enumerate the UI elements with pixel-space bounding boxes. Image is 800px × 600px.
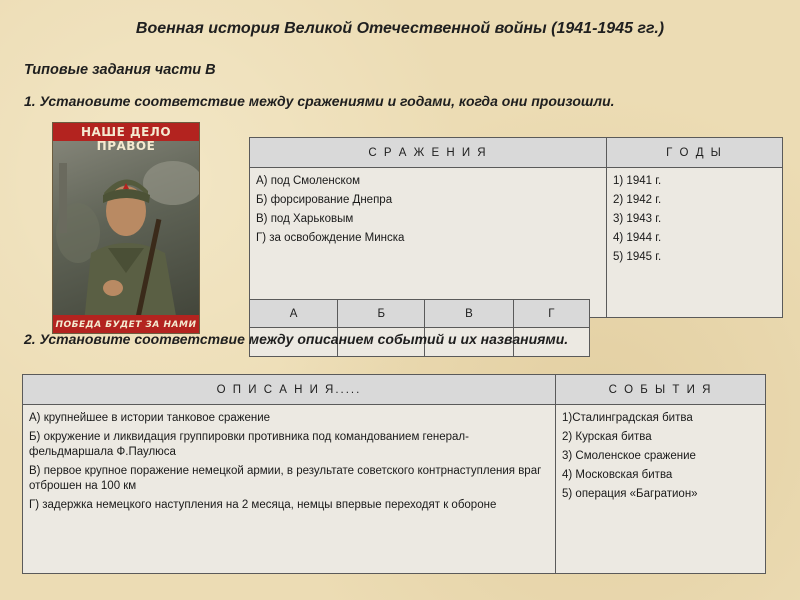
year-item: 5) 1945 г.: [613, 251, 662, 263]
answer-header-g: Г: [513, 300, 589, 328]
event-item: 4) Московская битва: [562, 469, 673, 481]
battle-item: А) под Смоленском: [256, 175, 360, 187]
description-item: Г) задержка немецкого наступления на 2 месяца, немцы впервые переходят к обороне: [29, 499, 497, 511]
description-item: Б) окружение и ликвидация группировки противника под командованием генерал-фельдмаршала Ф.Паулюса: [29, 431, 469, 458]
events-cell: [556, 405, 766, 574]
subtitle: Типовые задания части В: [24, 62, 216, 78]
battle-item: Г) за освобождение Минска: [256, 232, 405, 244]
answer-header-a: А: [250, 300, 338, 328]
year-item: 1) 1941 г.: [613, 175, 662, 187]
year-item: 4) 1944 г.: [613, 232, 662, 244]
battles-cell: [250, 168, 607, 318]
war-poster-image: [52, 122, 200, 334]
slide-title: Военная история Великой Отечественной войны (1941-1945 гг.): [135, 20, 665, 37]
battles-header: С Р А Ж Е Н И Я: [250, 138, 607, 168]
soldier-illustration: [53, 123, 199, 333]
answer-header-b: Б: [338, 300, 425, 328]
poster-bottom-text: ПОБЕДА БУДЕТ ЗА НАМИ: [55, 320, 197, 330]
battle-item: В) под Харьковым: [256, 213, 354, 225]
descriptions-cell: [23, 405, 556, 574]
years-header: Г О Д Ы: [607, 138, 783, 168]
answer-table: [249, 299, 590, 357]
poster-top-text: НАШЕ ДЕЛО ПРАВОЕ: [80, 125, 172, 153]
event-item: 3) Смоленское сражение: [562, 450, 696, 462]
event-item: 1)Сталинградская битва: [562, 412, 693, 424]
task1-prompt: 1. Установите соответствие между сражениями и годами, когда они произошли.: [24, 93, 615, 109]
battle-item: Б) форсирование Днепра: [256, 194, 393, 206]
events-header: С О Б Ы Т И Я: [556, 375, 766, 405]
task2-prompt: 2. Установите соответствие между описанием событий и их названиями.: [24, 331, 569, 347]
battles-years-table: [249, 137, 783, 318]
descriptions-header: О П И С А Н И Я.....: [23, 375, 556, 405]
event-item: 5) операция «Багратион»: [562, 488, 698, 500]
year-item: 2) 1942 г.: [613, 194, 662, 206]
event-item: 2) Курская битва: [562, 431, 652, 443]
description-item: А) крупнейшее в истории танковое сражение: [29, 412, 271, 424]
year-item: 3) 1943 г.: [613, 213, 662, 225]
descriptions-events-table: [22, 374, 766, 574]
years-cell: [607, 168, 783, 318]
description-item: В) первое крупное поражение немецкой армии, в результате советского контрнаступления враг отброшен на 100 км: [29, 465, 542, 492]
answer-header-v: В: [425, 300, 513, 328]
